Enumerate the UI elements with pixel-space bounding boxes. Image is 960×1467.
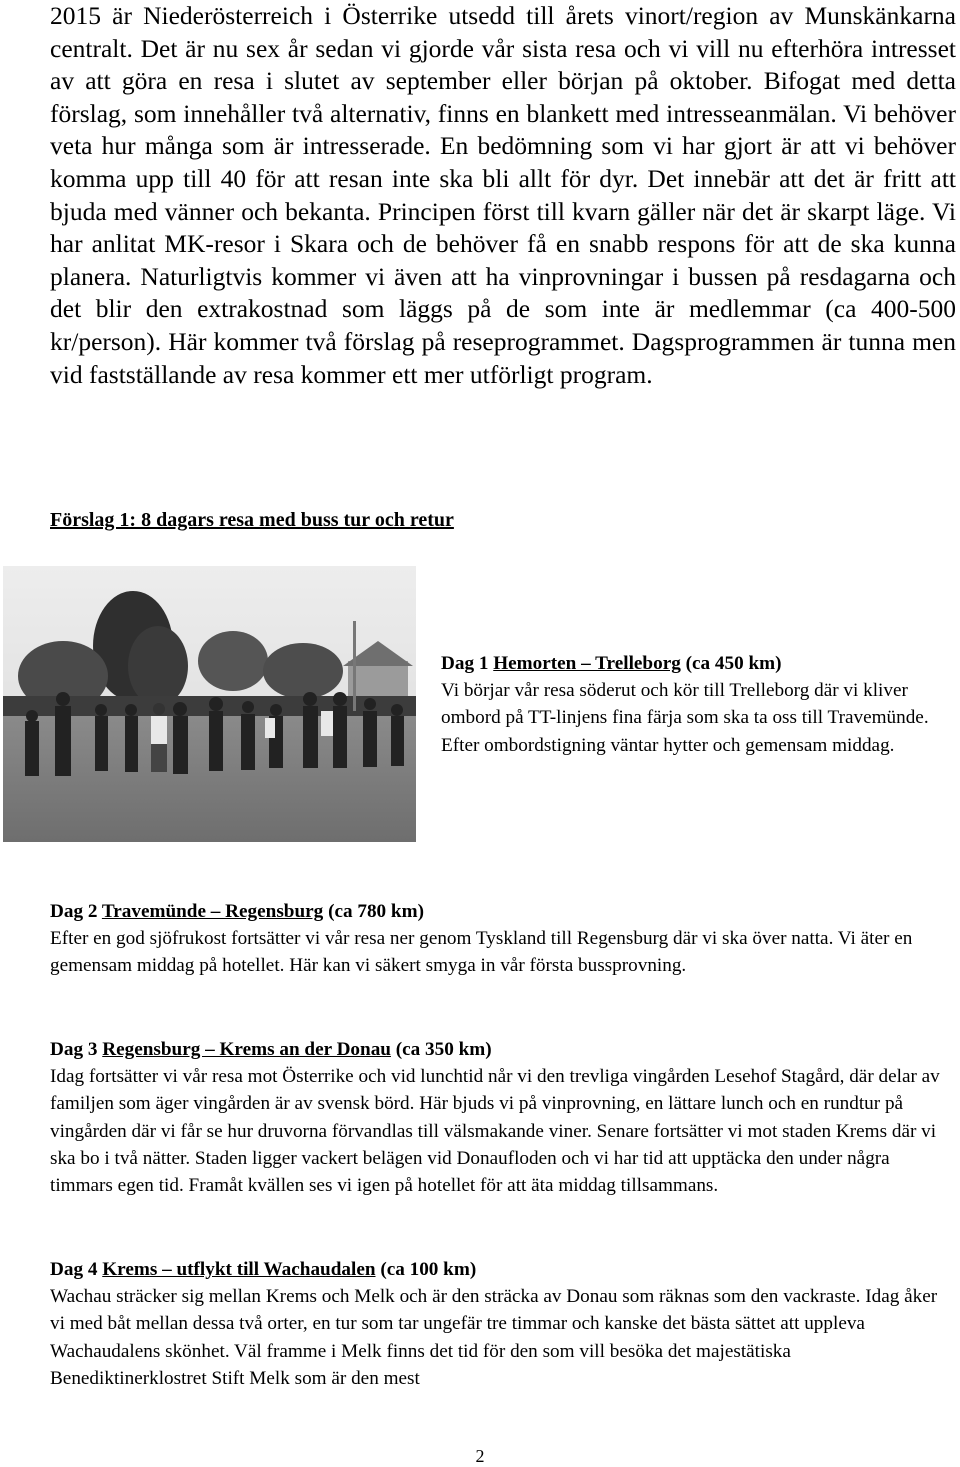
day-4-text: Wachau sträcker sig mellan Krems och Melk och är den sträcka av Donau som räknas som den vackraste. Idag åker vi med båt mellan dessa två orter, en tur som tar ungefär tre timmar och kanske det bästa sättet att uppleva Wachaudalens skönhet. Väl framme i Melk finns det tid för den som vill besöka det majestätiska Benediktinerklostret Stift Melk som är den mest bbox=[50, 1286, 938, 1389]
day-2-text: Efter en god sjöfrukost fortsätter vi vår resa ner genom Tyskland till Regensburg där vi ska över natta. Vi äter en gemensam middag på hotellet. Här kan vi säkert smyga in vår första bussprovning. bbox=[50, 928, 913, 977]
group-photo bbox=[3, 566, 416, 842]
day-3-text: Idag fortsätter vi vår resa mot Österrike och vid lunchtid når vi den trevliga vingården Lesehof Stagård, där delar av familjen som äger vingården är av svensk börd. Här bjuds vi på vinprovning, en lättare lunch och en rundtur på vingården där vi får se hur druvorna förvandlas till välsmakande viner. Senare fortsätter vi mot staden Krems där vi ska bo i två nätter. Staden ligger vackert belägen vid Donaufloden och vi har tid att upptäcka den under några timmars egen tid. Framåt kvällen ses vi igen på hotellet för att äta middag tillsammans. bbox=[50, 1066, 940, 1197]
day-3-section bbox=[50, 1036, 950, 1199]
day-1-title: Dag 1 Hemorten – Trelleborg (ca 450 km) bbox=[441, 653, 782, 674]
proposal-title: Förslag 1: 8 dagars resa med buss tur och retur bbox=[50, 509, 454, 531]
day-1-section bbox=[441, 650, 946, 759]
day-3-title: Dag 3 Regensburg – Krems an der Donau (ca 350 km) bbox=[50, 1039, 492, 1060]
day-2-section bbox=[50, 898, 940, 980]
day-4-section bbox=[50, 1256, 950, 1392]
intro-paragraph: 2015 är Niederösterreich i Österrike utsedd till årets vinort/region av Munskänkarna centralt. Det är nu sex år sedan vi gjorde vår sista resa och vi vill nu efterhöra intresset av att göra en resa i slutet av september eller början på oktober. Bifogat med detta förslag, som innehåller två alternativ, finns en blankett med intresseanmälan. Vi behöver veta hur många som är intresserade. En bedömning som vi har gjort är att vi behöver komma upp till 40 för att resan inte ska bli allt för dyr. Det innebär att det är fritt att bjuda med vänner och bekanta. Principen först till kvarn gäller när det är skarpt läge. Vi har anlitat MK-resor i Skara och de behöver få en snabb respons för att de ska kunna planera. Naturligtvis kommer vi även att ha vinprovningar i bussen på resdagarna och det blir den extrakostnad som läggs på de som inte är medlemmar (ca 400-500 kr/person). Här kommer två förslag på reseprogrammet. Dagsprogrammen är tunna men vid fastställande av resa kommer ett mer utförligt program. bbox=[50, 1, 956, 389]
day-1-text: Vi börjar vår resa söderut och kör till Trelleborg där vi kliver ombord på TT-linjens fina färja som ska ta oss till Travemünde. Efter ombordstigning väntar hytter och gemensam middag. bbox=[441, 680, 929, 756]
day-2-title: Dag 2 Travemünde – Regensburg (ca 780 km) bbox=[50, 901, 424, 922]
page-number: 2 bbox=[475, 1446, 485, 1466]
day-4-title: Dag 4 Krems – utflykt till Wachaudalen (ca 100 km) bbox=[50, 1259, 477, 1280]
